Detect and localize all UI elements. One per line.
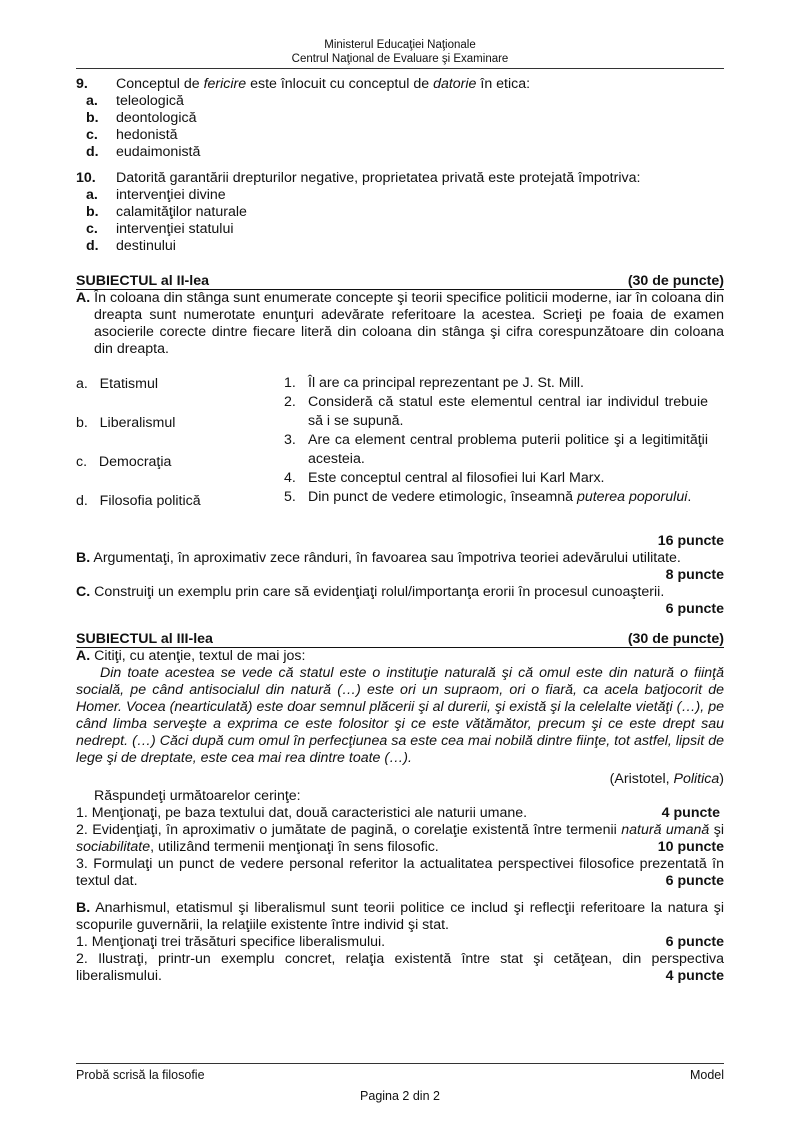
footer-model: Model [689,1068,724,1082]
task-b-text: B. Argumentaţi, în aproximativ zece rânduri, în favoarea sau împotriva teoriei adevărului utilitate. [76,550,681,566]
option: d. destinului [86,238,176,254]
option: b. calamităţilor naturale [86,204,247,220]
subject-2-tasks [76,533,724,618]
question-text: Datorită garantării drepturilor negative, proprietatea privată este protejată împotriva: [116,170,641,186]
subject-3 [76,631,724,890]
right-item: 3. Are ca element central problema puterii politice şi a legitimităţii acesteia. [284,432,708,467]
task-b-2: 2. Ilustraţi, printr-un exemplu concret, relaţia existentă între stat şi cetăţean, din perspectiva liberalismului. 4 puncte [76,951,724,984]
task-b-1: 1. Menţionaţi trei trăsături specifice liberalismului. 6 puncte [76,934,724,950]
task-c-points: 6 puncte [665,601,724,617]
task-a-intro: A. Citiţi, cu atenţie, textul de mai jos: [76,648,306,664]
subject-3-part-b [76,900,724,985]
left-item: b. Liberalismul [76,415,176,431]
question-9 [76,76,724,161]
subject-2 [76,273,724,358]
question-text: Conceptul de fericire este înlocuit cu conceptul de datorie în etica: [116,76,531,92]
question-number: 9. [76,76,88,92]
question-10 [76,170,724,255]
left-item: a. Etatismul [76,376,159,392]
task-a-points: 16 puncte [657,533,724,549]
exam-page [76,0,724,1132]
subject-heading [76,273,724,290]
option: d. eudaimonistă [86,144,201,160]
task-c-text: C. Construiţi un exemplu prin care să evidenţiaţi rolul/importanţa erorii în procesul cunoaşterii. [76,584,665,600]
subject-points: (30 de puncte) [627,631,724,647]
quote-text: Din toate acestea se vede că statul este o instituţie naturală şi că omul este din natură o fiinţă socială, pe când antisocialul din natură (…) este ori un supraom, ori o fiară, ca acela batjocorit de Homer. Vocea (nearticulată) este doar semnul plăcerii şi al durerii, şi există şi la celelalte vietăţi (…), pe când limba serveşte a exprima ce este folositor şi ce este vătămător, precum şi ce este drept sau nedrept. (…) Căci după cum omul în perfecţiunea sa este cea mai nobilă dintre fiinţe, tot astfel, lipsit de lege şi de dreptate, este cea mai rea dintre toate (…). [76,665,724,766]
option: c. hedonistă [86,127,178,143]
right-item: 5. Din punct de vedere etimologic, înseamnă puterea poporului. [284,489,692,505]
question-number: 10. [76,170,96,186]
option: a. teleologică [86,93,184,109]
header-divider [76,68,724,69]
footer-divider [76,1063,724,1064]
requirement-3: 3. Formulaţi un punct de vedere personal referitor la actualitatea perspectivei filosofice prezentată în textul dat. 6 puncte [76,856,724,889]
option: b. deontologică [86,110,197,126]
requirements-instruction: Răspundeţi următoarelor cerinţe: [94,788,301,804]
page-number: Pagina 2 din 2 [360,1089,440,1103]
requirement-1: 1. Menţionaţi, pe baza textului dat, două caracteristici ale naturii umane. 4 puncte [76,805,720,821]
right-item: 1. Îl are ca principal reprezentant pe J. St. Mill. [284,375,584,391]
header-ministry: Ministerul Educaţiei Naţionale [324,39,476,51]
right-item: 2. Consideră că statul este elementul central iar individul trebuie să i se supună. [284,394,708,429]
quote-source: (Aristotel, Politica) [609,771,724,787]
option: c. intervenţiei statului [86,221,234,237]
subject-heading [76,631,724,648]
task-b-points: 8 puncte [665,567,724,583]
page-footer [76,1068,724,1082]
left-item: c. Democraţia [76,454,172,470]
right-item: 4. Este conceptul central al filosofiei lui Karl Marx. [284,470,605,486]
left-item: d. Filosofia politică [76,493,201,509]
task-a-text: A. În coloana din stânga sunt enumerate concepte şi teorii specifice politicii moderne, iar în coloana din dreapta sunt numerotate enunţuri adevărate referitoare la acestea. Scrieţi pe foaia de examen asocierile corecte dintre fiecare literă din coloana din stânga şi cifra corespunzătoare din coloana din dreapta. [76,290,724,357]
subject-title: SUBIECTUL al II-lea [76,273,209,289]
subject-points: (30 de puncte) [627,273,724,289]
header-center: Centrul Naţional de Evaluare şi Examinare [291,53,509,65]
requirement-2: 2. Evidenţiaţi, în aproximativ o jumătate de pagină, o corelaţie existentă între termenii natură umană şi sociabilitate, utilizând termenii menţionaţi în sens filosofic. 10 puncte [76,822,724,855]
footer-exam-name: Probă scrisă la filosofie [76,1068,205,1082]
right-column [284,374,708,507]
matching-columns [76,374,724,534]
task-b-text: B. Anarhismul, etatismul şi liberalismul sunt teorii politice ce includ şi reflecţii referitoare la natura şi scopurile guvernării, la relaţiile existente între individ şi stat. [76,900,724,933]
option: a. intervenţiei divine [86,187,226,203]
subject-title: SUBIECTUL al III-lea [76,631,213,647]
page-header [76,38,724,66]
